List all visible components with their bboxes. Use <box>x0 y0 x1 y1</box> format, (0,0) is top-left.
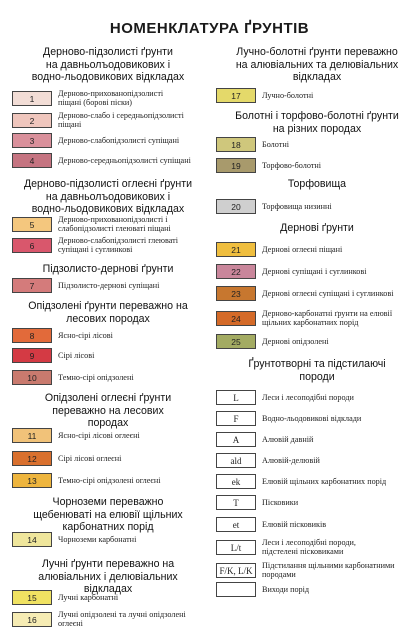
legend-label-line: Водно-льодовикові відклади <box>262 413 362 423</box>
legend-label <box>58 236 178 255</box>
category-heading-line: Торфовища <box>287 178 347 190</box>
legend-swatch <box>216 582 256 597</box>
legend-swatch: 16 <box>12 612 52 627</box>
legend-label-line: слабопідзолисті глеюваті піщані <box>58 224 171 234</box>
legend-label-line: Дерново-прихованопідзолисті <box>58 88 164 98</box>
category-heading-line: Дернові ґрунти <box>280 222 354 234</box>
legend-label-line: Алювій давній <box>262 434 314 444</box>
legend-label-line: Виходи порід <box>262 584 310 594</box>
legend-label <box>58 89 163 108</box>
legend-swatch: 7 <box>12 278 52 293</box>
category-heading-line: Ґрунтотворні та підстилаючі <box>248 358 386 370</box>
legend-label-line: Дерново-слабопідзолисті супіщані <box>58 135 180 145</box>
legend-label-line: Дерново-слабо і середньопідзолисті <box>58 110 184 120</box>
legend-label <box>58 331 113 341</box>
legend-swatch: 25 <box>216 334 256 349</box>
category-heading <box>8 263 208 276</box>
legend-swatch: 4 <box>12 153 52 168</box>
legend-label-line: піщані <box>58 120 82 130</box>
category-heading-line: на давньолъодовикових і <box>45 58 171 71</box>
legend-swatch: 3 <box>12 133 52 148</box>
legend-label <box>262 161 321 171</box>
legend-swatch: 10 <box>12 370 52 385</box>
legend-label <box>262 289 394 299</box>
legend-label <box>58 593 118 603</box>
legend-label-line: Підстилання щільними карбонатними <box>262 560 395 570</box>
legend-label <box>262 91 313 101</box>
legend-label <box>58 454 121 464</box>
category-heading-line: Лучні ґрунти переважно на <box>41 558 175 570</box>
category-heading-line: відкладах <box>83 583 133 595</box>
legend-swatch: F/K, L/K <box>216 563 256 578</box>
category-heading-line: лесових породах <box>66 312 150 325</box>
legend-swatch: 22 <box>216 264 256 279</box>
legend-label-line: Алювій-делювій <box>262 455 320 465</box>
category-heading <box>217 178 417 191</box>
legend-swatch: 12 <box>12 451 52 466</box>
legend-swatch: 1 <box>12 91 52 106</box>
legend-swatch: 6 <box>12 238 52 253</box>
legend-label <box>262 337 329 347</box>
legend-label <box>58 281 159 291</box>
legend-label-line: Пісковики <box>262 497 299 507</box>
legend-swatch: A <box>216 432 256 447</box>
legend-label <box>58 136 179 146</box>
legend-swatch: 11 <box>12 428 52 443</box>
legend-label <box>58 476 161 486</box>
category-heading-line: Чорноземи переважно <box>52 496 164 508</box>
legend-swatch: 20 <box>216 199 256 214</box>
legend-label-line: Дернові супіщані і суглинкові <box>262 266 367 276</box>
category-heading-line: відкладах <box>292 71 342 83</box>
category-heading-line: Опідзолені ґрунти переважно на <box>28 300 188 312</box>
category-heading <box>8 496 208 534</box>
legend-label <box>58 610 186 629</box>
legend-swatch: L/t <box>216 540 256 555</box>
category-heading-line: карбонатних порід <box>62 521 154 533</box>
legend-label <box>262 140 289 150</box>
category-heading-line: Дерново-підзолисті оглеєні ґрунти <box>23 178 193 190</box>
legend-label-line: Дернові оглеєні супіщані і суглинкові <box>262 288 394 298</box>
category-heading-line: породах <box>87 417 129 429</box>
legend-label-line: супіщані і суглинкові <box>58 245 133 255</box>
legend-label-line: Леси і лесоподібні породи, <box>262 537 356 547</box>
category-heading-line: Дерново-підзолисті ґрунти <box>43 46 173 58</box>
legend-label <box>58 373 134 383</box>
category-heading-line: на давньолъодовикових і <box>45 190 171 203</box>
legend-label-line: Елювій щільних карбонатних порід <box>262 476 387 486</box>
legend-label-line: щільних карбонатних порід <box>262 318 359 328</box>
legend-label <box>262 498 298 508</box>
legend-swatch: 8 <box>12 328 52 343</box>
legend-swatch: 23 <box>216 286 256 301</box>
legend-label-line: Темно-сірі опідзолені <box>58 372 134 382</box>
category-heading-line: переважно на лесових <box>52 404 164 417</box>
category-heading <box>217 222 417 235</box>
legend-label-line: Болотні <box>262 139 289 149</box>
category-heading-line: породи <box>299 370 335 383</box>
legend-swatch: T <box>216 495 256 510</box>
legend-label <box>58 351 94 361</box>
legend-label-line: підстелені пісковиками <box>262 547 344 557</box>
legend-label <box>58 156 191 166</box>
category-heading-line: щебенюваті на елювії щільних <box>33 508 183 521</box>
legend-label <box>262 585 309 595</box>
legend-swatch: ald <box>216 453 256 468</box>
legend-label-line: Підзолисто-дернові супіщані <box>58 280 160 290</box>
legend-label-line: Темно-сірі опідзолені оглеєні <box>58 475 161 485</box>
category-heading <box>8 46 208 84</box>
legend-label-line: піщані (борові піски) <box>58 98 133 108</box>
legend-label <box>58 111 184 130</box>
legend-label-line: Дерново-середньопідзолисті супіщані <box>58 155 191 165</box>
legend-label-line: Лучні карбонатні <box>58 592 119 602</box>
legend-swatch: et <box>216 517 256 532</box>
legend-label-line: Чорноземи карбонатні <box>58 534 137 544</box>
category-heading-line: водно-льодовикових відкладах <box>31 71 185 83</box>
category-heading <box>217 358 417 383</box>
legend-swatch: ek <box>216 474 256 489</box>
legend-label <box>262 309 392 328</box>
legend-label <box>262 435 313 445</box>
legend-label <box>262 245 342 255</box>
legend-label-line: Сірі лісові оглеєні <box>58 453 122 463</box>
legend-label-line: Сірі лісові <box>58 350 95 360</box>
category-heading-line: на різних породах <box>272 122 362 135</box>
legend-swatch: 15 <box>12 590 52 605</box>
legend-label-line: Дерново-прихованопідзолисті і <box>58 214 168 224</box>
legend-label <box>262 477 386 487</box>
legend-label-line: Лучно-болотні <box>262 90 314 100</box>
legend-label <box>262 414 361 424</box>
legend-swatch: 14 <box>12 532 52 547</box>
legend-label-line: Торфовища низинні <box>262 201 332 211</box>
legend-label <box>262 456 320 466</box>
legend-label-line: Дерново-слабопідзолисті глеюваті <box>58 235 179 245</box>
legend-label-line: Дернові опідзолені <box>262 336 329 346</box>
legend-swatch: 5 <box>12 217 52 232</box>
legend-swatch: 13 <box>12 473 52 488</box>
legend-label <box>262 393 354 403</box>
legend-label <box>58 431 140 441</box>
legend-label-line: Елювій пісковиків <box>262 519 327 529</box>
category-heading-line: водно-льодовикових відкладах <box>31 203 185 215</box>
legend-label <box>262 267 367 277</box>
category-heading <box>8 300 208 325</box>
legend-label-line: Леси і лесоподібні породи <box>262 392 354 402</box>
category-heading <box>8 392 208 430</box>
legend-label <box>262 538 356 557</box>
legend-label-line: Торфово-болотні <box>262 160 322 170</box>
category-heading-line: Болотні і торфово-болотні ґрунти <box>235 110 399 122</box>
legend-label <box>58 215 171 234</box>
legend-label <box>262 520 326 530</box>
category-heading-line: Лучно-болотні ґрунти переважно <box>236 46 398 58</box>
category-heading-line: на алювіальних та делювіальних <box>235 58 399 71</box>
category-heading <box>8 178 208 216</box>
legend-swatch: 24 <box>216 311 256 326</box>
legend-title: НОМЕНКЛАТУРА ҐРУНТІВ <box>109 20 310 37</box>
legend-swatch: F <box>216 411 256 426</box>
legend-label-line: Дернові оглеєні піщані <box>262 244 343 254</box>
category-heading <box>217 110 417 135</box>
legend-label-line: Ясно-сірі лісові <box>58 330 113 340</box>
legend-label <box>58 535 136 545</box>
category-heading <box>217 46 417 84</box>
legend-swatch: 17 <box>216 88 256 103</box>
legend-swatch: 18 <box>216 137 256 152</box>
legend-label <box>262 202 332 212</box>
category-heading-line: алювіальних і делювіальних <box>38 570 178 583</box>
legend-label-line: Ясно-сірі лісові оглеєні <box>58 430 140 440</box>
legend-label-line: породами <box>262 570 296 580</box>
category-heading-line: Опідзолені оглеєні ґрунти <box>44 392 172 404</box>
legend-swatch: 9 <box>12 348 52 363</box>
legend-swatch: 2 <box>12 113 52 128</box>
legend-label-line: Дерново-карбонатні ґрунти на елювії <box>262 308 393 318</box>
legend-swatch: L <box>216 390 256 405</box>
category-heading-line: Підзолисто-дернові ґрунти <box>42 263 174 275</box>
legend-label <box>262 561 395 580</box>
legend-label-line: Лучні опідзолені та лучні опідзолені <box>58 609 186 619</box>
legend-label-line: оглеєні <box>58 619 83 629</box>
legend-swatch: 21 <box>216 242 256 257</box>
legend-swatch: 19 <box>216 158 256 173</box>
